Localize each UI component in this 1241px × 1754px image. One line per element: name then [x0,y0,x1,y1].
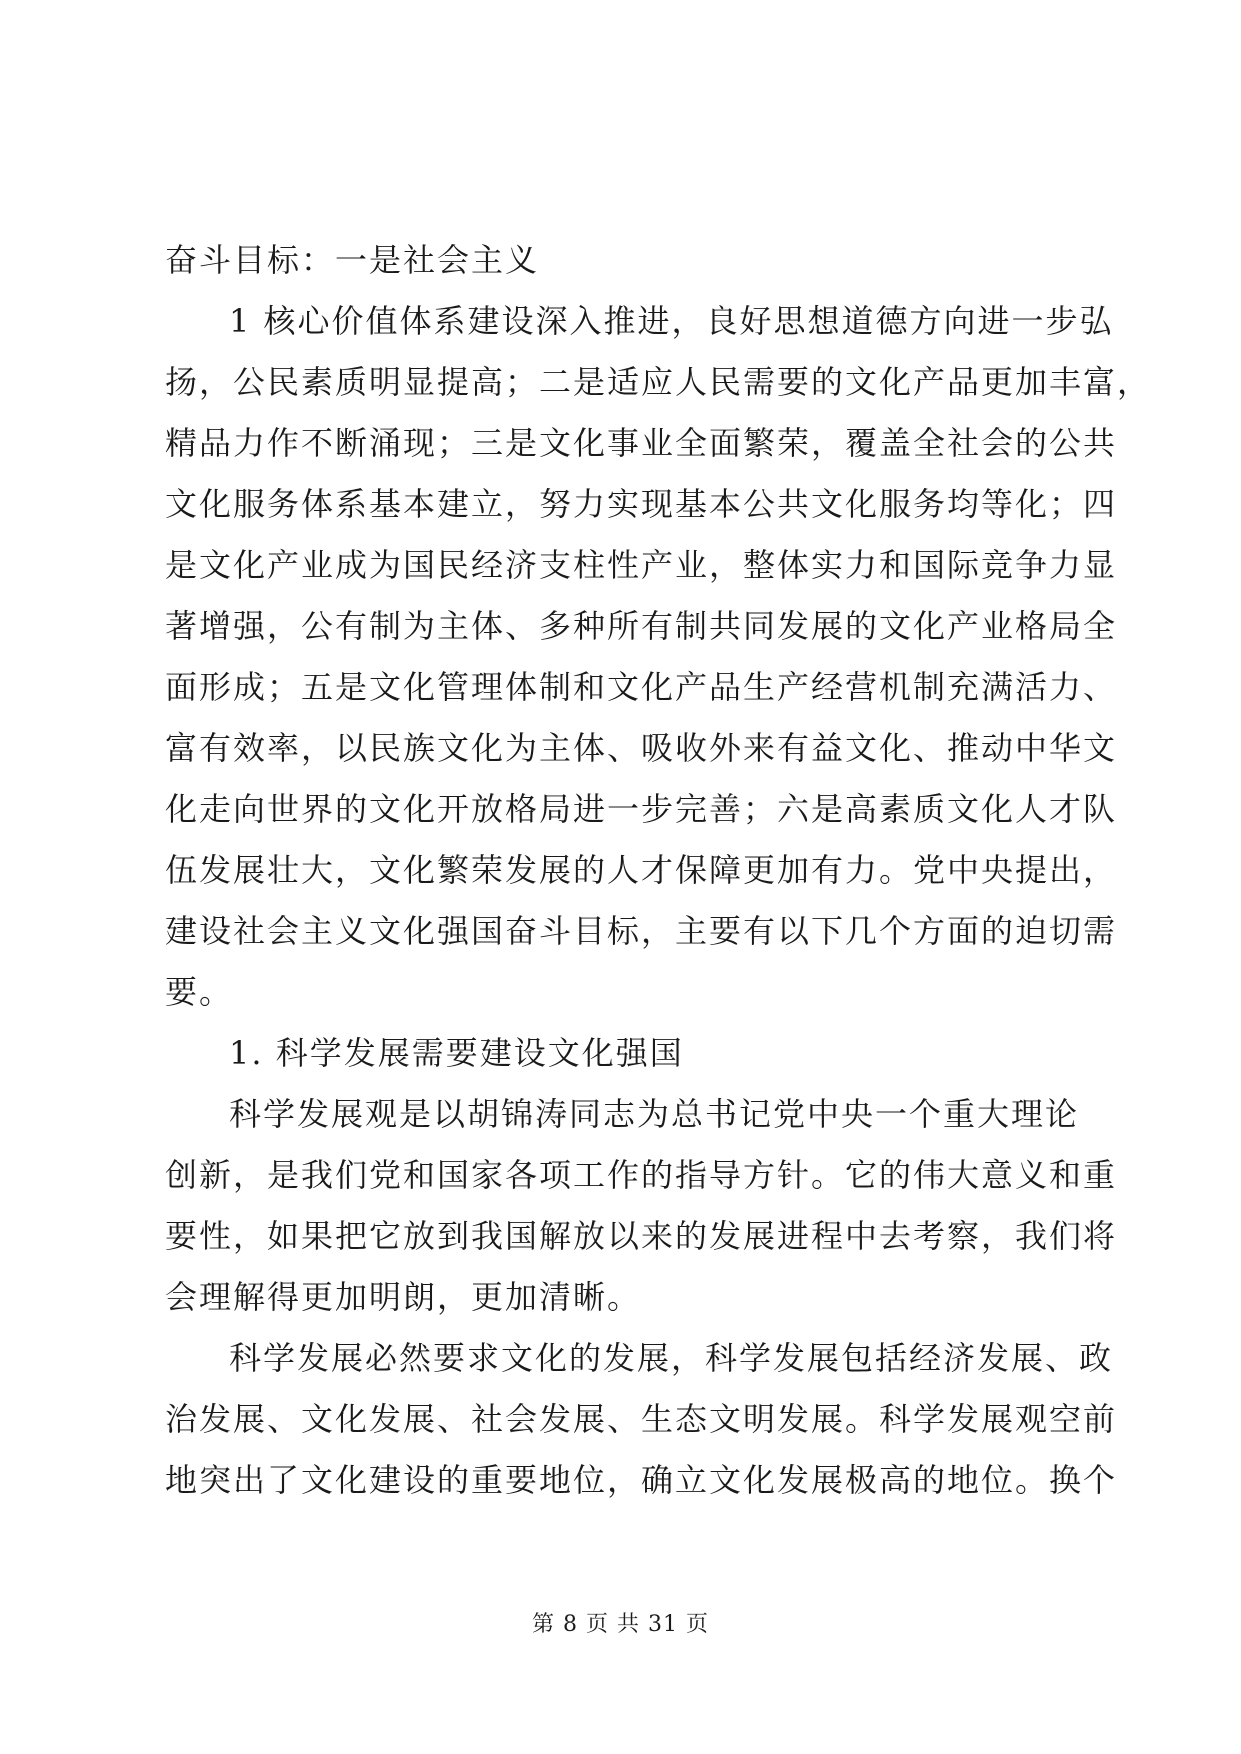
text-line: 精品力作不断涌现；三是文化事业全面繁荣，覆盖全社会的公共 [165,424,1118,462]
text-line: 是文化产业成为国民经济支柱性产业，整体实力和国际竞争力显 [165,546,1118,584]
text-line: 会理解得更加明朗，更加清晰。 [165,1278,642,1316]
text-line: 科学发展必然要求文化的发展，科学发展包括经济发展、政 [229,1339,1114,1377]
text-line: 面形成；五是文化管理体制和文化产品生产经营机制充满活力、 [165,668,1118,706]
text-line: 治发展、文化发展、社会发展、生态文明发展。科学发展观空前 [165,1400,1118,1438]
page-footer [0,1610,1241,1640]
text-line: 要。 [165,973,234,1011]
text-line: 1 核心价值体系建设深入推进，良好思想道德方向进一步弘 [229,302,1114,340]
body-text [165,230,1152,1511]
text-line: 科学发展观是以胡锦涛同志为总书记党中央一个重大理论 [229,1095,1080,1133]
text-line: 地突出了文化建设的重要地位，确立文化发展极高的地位。换个 [165,1461,1118,1499]
text-line: 建设社会主义文化强国奋斗目标，主要有以下几个方面的迫切需 [165,912,1118,950]
text-line: 创新，是我们党和国家各项工作的指导方针。它的伟大意义和重 [165,1156,1118,1194]
text-line: 伍发展壮大，文化繁荣发展的人才保障更加有力。党中央提出， [165,851,1118,889]
text-line: 文化服务体系基本建立，努力实现基本公共文化服务均等化；四 [165,485,1118,523]
text-line: 要性，如果把它放到我国解放以来的发展进程中去考察，我们将 [165,1217,1118,1255]
section-heading: 1. 科学发展需要建设文化强国 [229,1034,684,1072]
text-line: 著增强，公有制为主体、多种所有制共同发展的文化产业格局全 [165,607,1118,645]
text-line: 扬，公民素质明显提高；二是适应人民需要的文化产品更加丰富， [165,363,1152,401]
text-line: 富有效率，以民族文化为主体、吸收外来有益文化、推动中华文 [165,729,1118,767]
text-line: 奋斗目标：一是社会主义 [165,241,540,279]
text-line: 化走向世界的文化开放格局进一步完善；六是高素质文化人才队 [165,790,1118,828]
page-indicator: 第 8 页 共 31 页 [532,1612,709,1637]
